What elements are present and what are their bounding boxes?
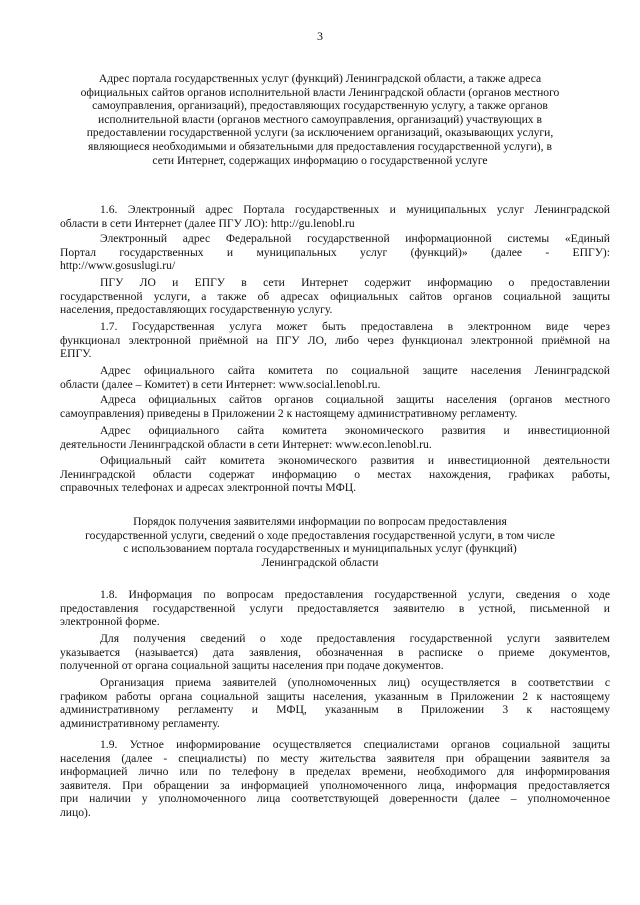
paragraph-organy [60,393,610,420]
text-line: административному регламенту и МФЦ, указанным в Приложении 3 к настоящему [60,703,610,717]
paragraph-econ [60,424,610,451]
heading-line: сети Интернет, содержащих информацию о государственной услуге [152,153,488,167]
text-line: заявителя. При обращении за информацией уполномоченного лица, информация предоставляется [60,778,610,792]
heading-line: являющиеся необходимыми и обязательными для предоставления государственной услуги), в [88,139,552,153]
text-line: 1.7. Государственная услуга может быть предоставлена в электронном виде через [100,320,610,333]
text-line: населения (далее - специалисты) по месту жительства заявителя при обращении заявителя за [60,751,610,765]
text-line: самоуправления) приведены в Приложении 2 к настоящему административному регламенту. [60,406,518,420]
paragraph-1-6 [60,203,610,230]
text-line: полученной от органа социальной защиты населения при подаче документов. [60,659,444,673]
text-line: лицо). [60,805,91,819]
text-line: Официальный сайт комитета экономического развития и инвестиционной деятельности [100,454,610,467]
heading-line: исполнительной власти (органов местного самоуправления, организаций) участвующих в [98,112,542,126]
text-line: графиком работы органа социальной защиты населения, указанным в Приложении 2 к настоящему [60,689,610,703]
text-line: Адрес официального сайта комитета экономического развития и инвестиционной [100,424,610,437]
text-line: функционал электронной приёмной на ПГУ ЛО, либо через функционал электронной приёмной на [60,333,610,347]
text-line: области в сети Интернет (далее ПГУ ЛО): http://gu.lenobl.ru [60,216,355,230]
text-line: населения, предоставляющих государственную услугу. [60,303,333,317]
text-line: Организация приема заявителей (уполномоченных лиц) осуществляется в соответствии с [100,676,610,689]
heading-line: самоуправления, организаций), предоставляющих государственную услугу, а также органов [92,99,548,113]
text-line: информацией лично или по телефону в пределах времени, необходимого для информирования [60,765,610,779]
text-line: справочных телефонах и адресах электронной почты МФЦ. [60,481,357,495]
text-line: при наличии у уполномоченного лица соответствующей доверенности (далее – уполномоченное [60,792,610,806]
heading-line: с использованием портала государственных и муниципальных услуг (функций) [123,542,517,556]
text-line: 1.8. Информация по вопросам предоставления государственной услуги, сведения о ходе [100,588,610,601]
text-line: государственной услуги, а также об адресах официальных сайтов органов социальной защиты [60,289,610,303]
section-heading-addresses [70,72,570,167]
text-line: Адрес официального сайта комитета по социальной защите населения Ленинградской [100,364,610,377]
paragraph-1-7 [60,320,610,361]
text-line: области (далее – Комитет) в сети Интернет: www.social.lenobl.ru. [60,377,381,391]
text-line: Ленинградской области содержат информацию о местах нахождения, графиках работы, [60,467,610,481]
heading-line: Порядок получения заявителями информации по вопросам предоставления [133,515,507,528]
text-line: электронной форме. [60,615,160,629]
section-heading-procedure [70,515,570,569]
paragraph-komitet [60,364,610,391]
heading-line: Адрес портала государственных услуг (функций) Ленинградской области, а также адреса [98,72,542,85]
text-line: 1.9. Устное информирование осуществляется специалистами органов социальной защиты [100,738,610,751]
paragraph-1-9 [60,738,610,820]
paragraph-epgu [60,232,610,273]
text-line: ЕПГУ. [60,347,92,361]
text-line: Адреса официальных сайтов органов социальной защиты населения (органов местного [100,393,610,406]
text-line: Для получения сведений о ходе предоставления государственной услуги заявителем [100,632,610,645]
heading-line: Ленинградской области [261,555,379,569]
text-line: указывается (называется) дата заявления, обозначенная в расписке о приеме документов, [60,645,610,659]
text-line: 1.6. Электронный адрес Портала государственных и муниципальных услуг Ленинградской [100,203,610,216]
text-line: http://www.gosuslugi.ru/ [60,259,176,273]
page-number: 3 [317,29,323,43]
heading-line: государственной услуги, сведений о ходе предоставления государственной услуги, в том числе [85,528,555,542]
paragraph-pgu [60,276,610,317]
paragraph-1-8 [60,588,610,629]
heading-line: предоставлении государственной услуги (за исключением организаций, оказывающих услуги, [86,126,554,140]
paragraph-mfc [60,454,610,495]
text-line: Портал государственных и муниципальных услуг (функций)» (далее - ЕПГУ): [60,245,610,259]
text-line: Электронный адрес Федеральной государственной информационной системы «Единый [100,232,610,245]
paragraph-priem [60,676,610,730]
text-line: предоставления государственной услуги предоставляется заявителю в устной, письменной и [60,601,610,615]
text-line: деятельности Ленинградской области в сети Интернет: www.econ.lenobl.ru. [60,437,432,451]
paragraph-svedeniya [60,632,610,673]
text-line: ПГУ ЛО и ЕПГУ в сети Интернет содержит информацию о предоставлении [100,276,610,289]
heading-line: официальных сайтов органов исполнительной власти Ленинградской области (органов местного [80,85,560,99]
text-line: административному регламенту. [60,716,220,730]
